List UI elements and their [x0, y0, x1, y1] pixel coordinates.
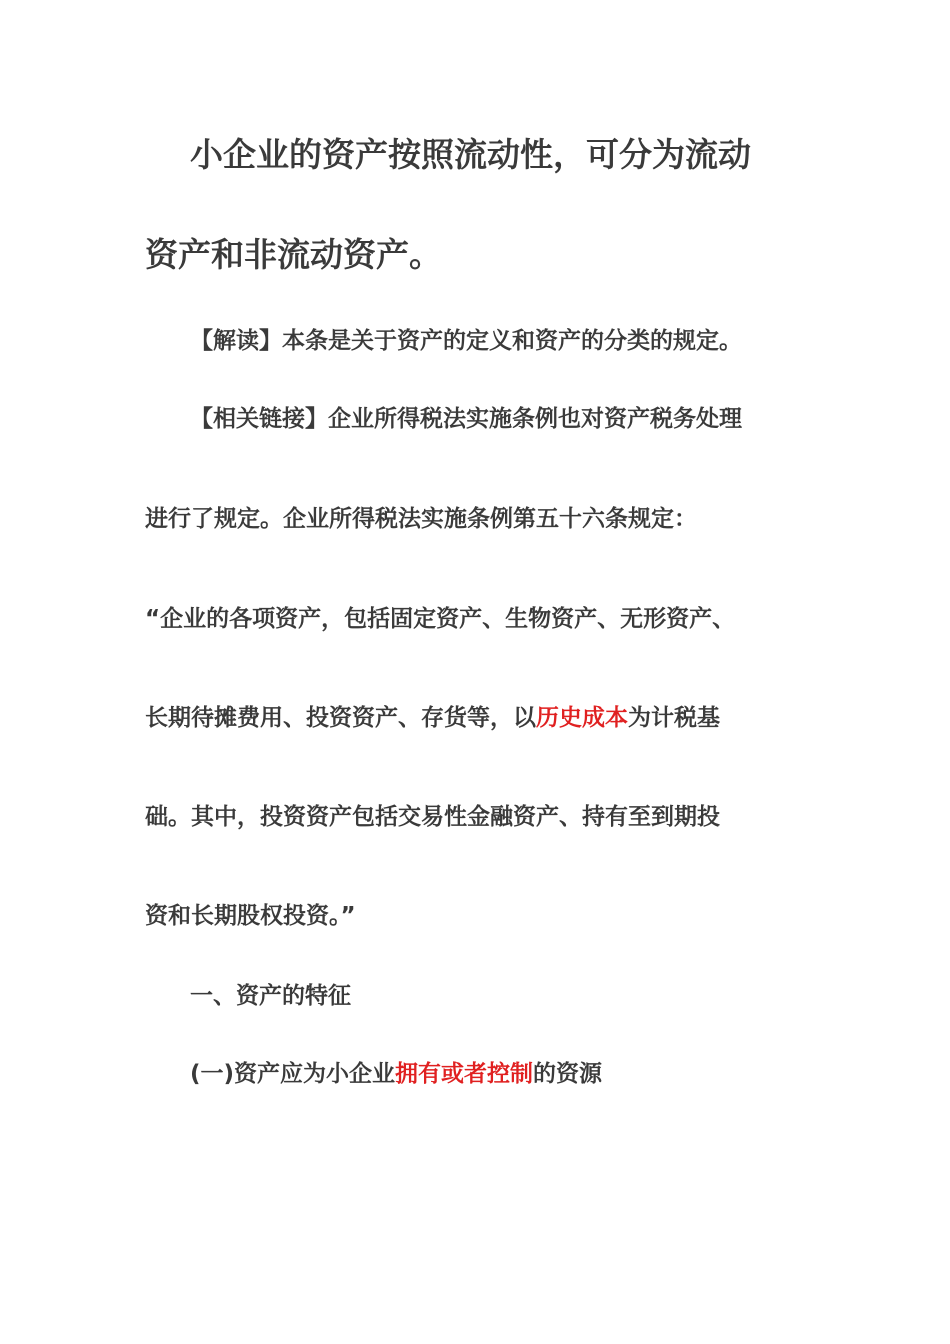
subsection-1-tail: 的资源 [533, 1061, 603, 1087]
related-link-line-2: 进行了规定。企业所得税法实施条例第五十六条规定： [145, 506, 697, 532]
quote-line-1: “企业的各项资产，包括固定资产、生物资产、无形资产、 [145, 606, 736, 632]
article-title-line-2: 资产和非流动资产。 [145, 235, 442, 274]
related-link-line-1: 【相关链接】企业所得税法实施条例也对资产税务处理 [190, 406, 742, 432]
quote-line-2-tail: 为计税基 [628, 705, 720, 731]
subsection-heading-1 [190, 1063, 602, 1086]
quote-line-2-text: 长期待摊费用、投资资产、存货等，以 [145, 705, 536, 731]
quote-line-3: 础。其中，投资资产包括交易性金融资产、持有至到期投 [145, 804, 720, 830]
quote-line-4: 资和长期股权投资。” [145, 903, 356, 929]
highlight-own-or-control: 拥有或者控制 [395, 1061, 534, 1087]
highlight-historical-cost: 历史成本 [536, 705, 628, 731]
interpretation-paragraph: 【解读】本条是关于资产的定义和资产的分类的规定。 [190, 328, 742, 354]
subsection-1-text: (一)资产应为小企业 [190, 1061, 396, 1087]
article-title-line-1: 小企业的资产按照流动性，可分为流动 [190, 135, 751, 174]
quote-line-2 [145, 707, 720, 730]
section-heading-asset-features: 一、资产的特征 [190, 983, 351, 1009]
